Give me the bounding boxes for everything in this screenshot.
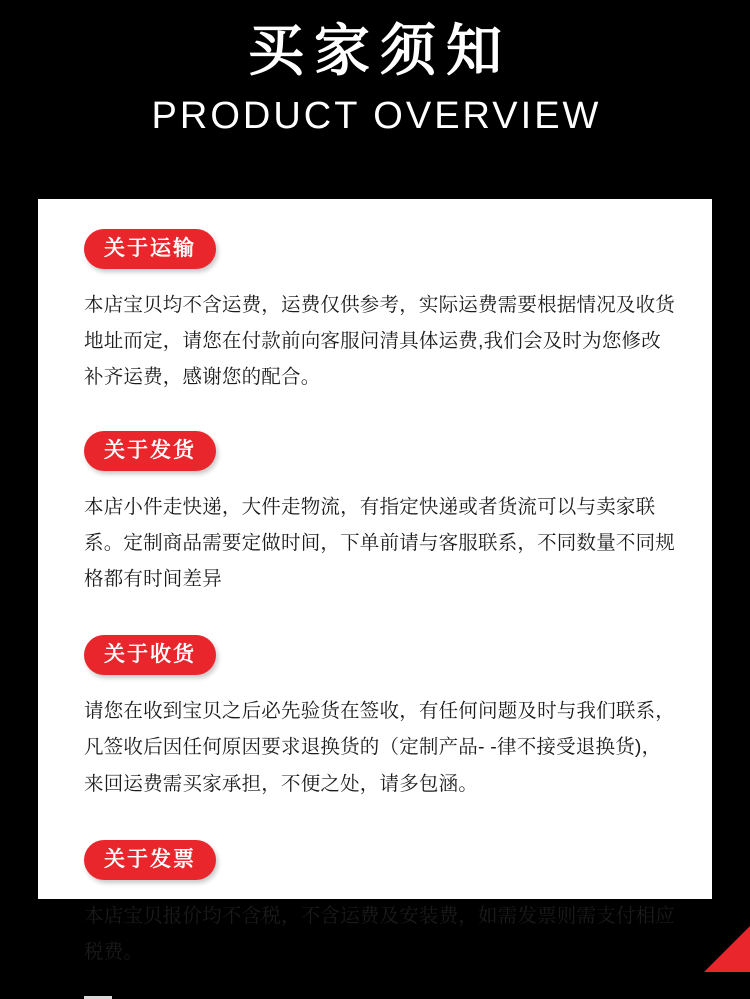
page-header (0, 0, 750, 145)
section-badge-transport: 关于运输 (84, 229, 216, 269)
section-text-transport: 本店宝贝均不含运费，运费仅供参考，实际运费需要根据情况及收货地址而定，请您在付款前向客服问清具体运费,我们会及时为您修改补齐运费，感谢您的配合。 (84, 294, 676, 389)
notice-card-content (38, 199, 712, 999)
section-badge-receiving: 关于收货 (84, 635, 216, 675)
page-title-cn: 买家须知 (248, 19, 512, 82)
section-text-receiving: 请您在收到宝贝之后必先验货在签收，有任何问题及时与我们联系，凡签收后因任何原因要求退换货的（定制产品- -律不接受退换货)，来回运费需买家承担，不便之处，请多包涵。 (84, 700, 676, 795)
page-title-en: PRODUCT OVERVIEW (151, 95, 602, 137)
divider-rule (84, 996, 112, 999)
section-receiving (84, 635, 676, 801)
section-text-invoice: 本店宝贝报价均不含税，不含运费及安装费，如需发票则需支付相应税费。 (84, 904, 676, 963)
section-badge-shipping: 关于发货 (84, 431, 216, 471)
section-transport (84, 229, 676, 395)
section-shipping (84, 431, 676, 597)
notice-card (38, 199, 712, 963)
section-text-shipping: 本店小件走快递，大件走物流，有指定快递或者货流可以与卖家联系。定制商品需要定做时间，下单前请与客服联系，不同数量不同规格都有时间差异 (84, 496, 676, 591)
section-invoice (84, 840, 676, 999)
section-badge-invoice: 关于发票 (84, 840, 216, 880)
